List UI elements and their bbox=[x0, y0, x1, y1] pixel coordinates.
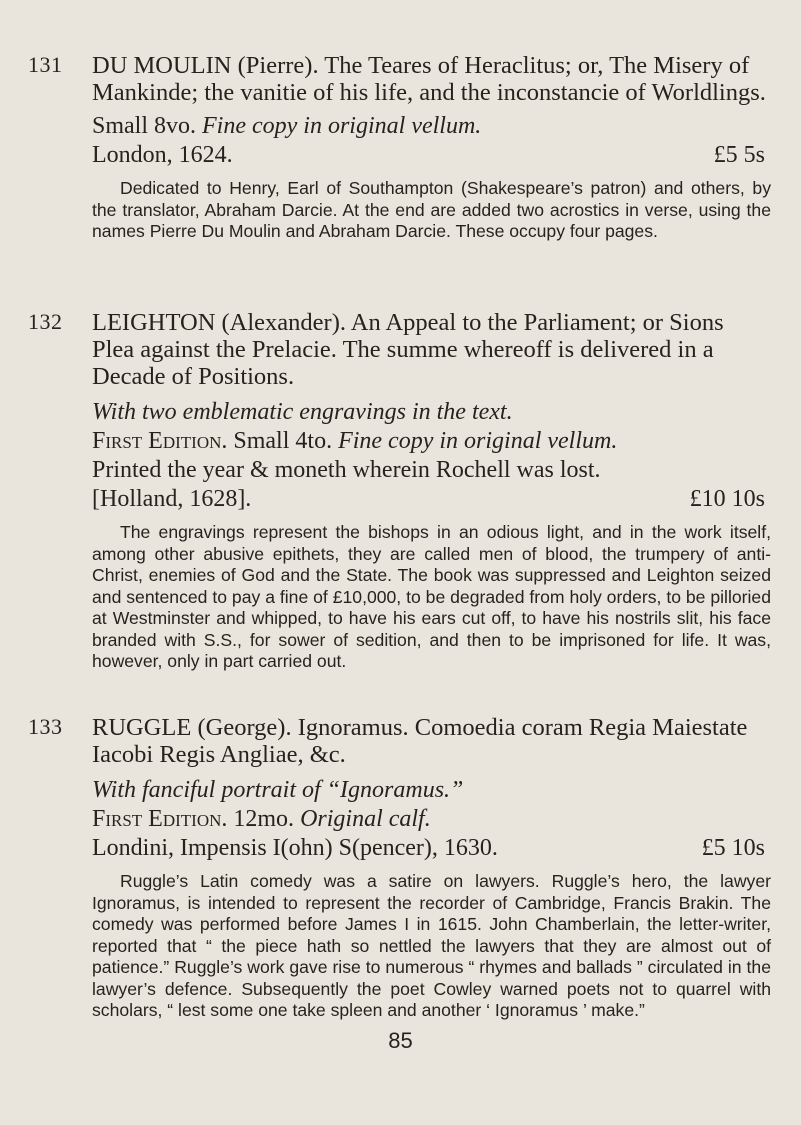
imprint-row bbox=[92, 141, 771, 170]
illustration-text: With two emblematic engravings in the text. bbox=[92, 399, 513, 425]
binding-text: Fine copy in original vellum. bbox=[202, 113, 482, 139]
format-text: Small 4to. bbox=[233, 428, 333, 454]
imprint-row bbox=[92, 456, 771, 514]
edition-text: First Edition. bbox=[92, 806, 228, 832]
entry-format bbox=[92, 112, 771, 141]
entry-heading: RUGGLE (George). Ignoramus. Comoedia coram Regia Maiestate Iacobi Regis Angliae, &c. bbox=[92, 714, 748, 768]
price-text: £10 10s bbox=[689, 486, 765, 512]
imprint-text: Londini, Impensis I(ohn) S(pencer), 1630. bbox=[92, 835, 498, 861]
lot-number: 133 bbox=[28, 714, 63, 739]
lot-number: 132 bbox=[28, 309, 63, 334]
entry-heading: DU MOULIN (Pierre). The Teares of Heraclitus; or, The Misery of Mankinde; the vanitie of his life, and the inconstancie of Worldlings. bbox=[92, 52, 766, 106]
imprint-text: London, 1624. bbox=[92, 142, 233, 168]
price-text: £5 10s bbox=[701, 835, 765, 861]
note-text: The engravings represent the bishops in an odious light, and in the work itself, among other abusive epithets, they are called men of blood, the trumpery of anti-Christ, enemies of God and the State. The book was suppressed and Leighton seized and sentenced to pay a fine of £10,000, to be degraded from holy orders, to be pilloried at Westminster and whipped, to have his ears cut off, to have his nostrils slit, his face branded with S.S., for sower of sedition, and then to be imprisoned for life. It was, however, only in part carried out. bbox=[92, 522, 771, 671]
binding-text: Fine copy in original vellum. bbox=[338, 428, 618, 454]
entry-format bbox=[92, 427, 771, 456]
note-text: Dedicated to Henry, Earl of Southampton (Shakespeare’s patron) and others, by the translator, Abraham Darcie. At the end are added two acrostics in verse, using the names Pierre Du Moulin and Abraham Darcie. These occupy four pages. bbox=[92, 178, 771, 241]
price-text: £5 5s bbox=[713, 142, 765, 168]
imprint-text: Printed the year & moneth wherein Rochell was lost. [Holland, 1628]. bbox=[92, 457, 601, 512]
page-number: 85 bbox=[388, 1028, 413, 1053]
format-text: 12mo. bbox=[233, 806, 295, 832]
entry-heading: LEIGHTON (Alexander). An Appeal to the Parliament; or Sions Plea against the Prelacie. The summe whereoff is delivered in a Decade of Positions. bbox=[92, 309, 724, 390]
illustration-text: With fanciful portrait of “Ignoramus.” bbox=[92, 777, 464, 803]
entry-note bbox=[92, 522, 771, 673]
lot-number: 131 bbox=[28, 52, 63, 77]
entry-note bbox=[92, 871, 771, 1022]
note-text: Ruggle’s Latin comedy was a satire on lawyers. Ruggle’s hero, the lawyer Ignoramus, is intended to represent the recorder of Cambridge, Francis Brakin. The comedy was performed before James I in 1615. John Chamberlain, the letter-writer, reported that “ the piece hath so nettled the lawyers that they are almost out of patience.” Ruggle’s work gave rise to numerous “ rhymes and ballads ” circulated in the lawyer’s defence. Subsequently the poet Cowley warned poets not to quarrel with scholars, “ lest some one take spleen and another ‘ Ignoramus ’ make.” bbox=[92, 871, 771, 1020]
imprint-row bbox=[92, 834, 771, 863]
binding-text: Original calf. bbox=[300, 806, 431, 832]
format-text: Small 8vo. bbox=[92, 113, 197, 139]
edition-text: First Edition. bbox=[92, 428, 228, 454]
entry-note bbox=[92, 178, 771, 243]
entry-format bbox=[92, 805, 771, 834]
